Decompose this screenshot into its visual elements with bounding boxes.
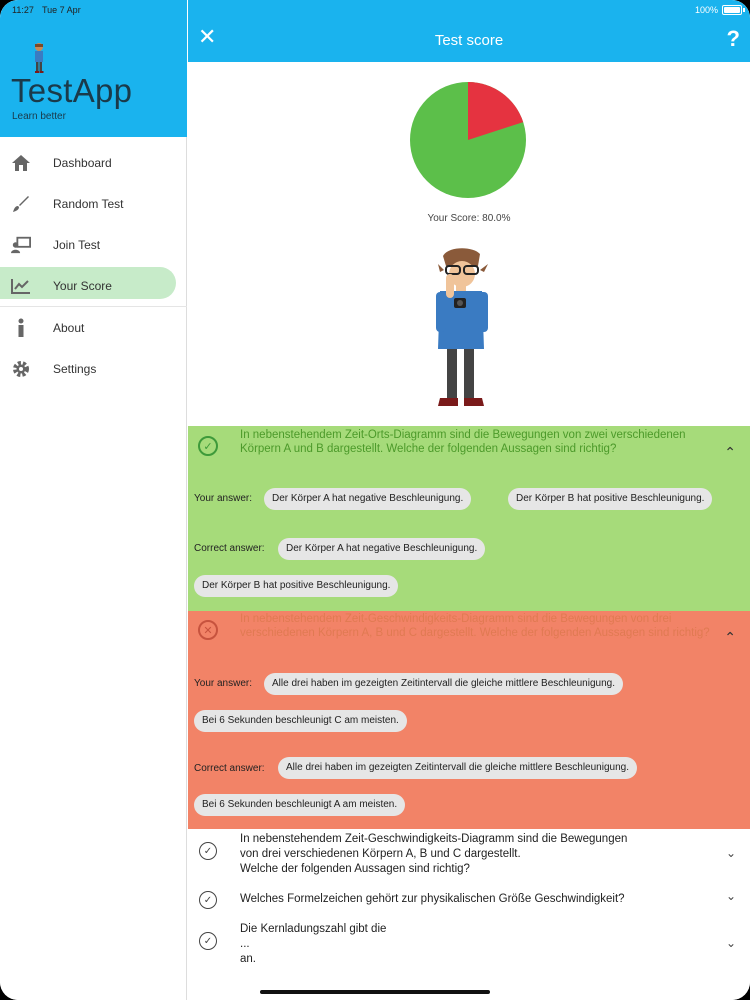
chevron-down-icon[interactable]: ⌄ (725, 846, 736, 860)
chart-trend-icon (11, 276, 31, 296)
close-icon[interactable]: ✕ (198, 24, 217, 49)
sidebar-item-about[interactable] (0, 307, 187, 348)
cancel-circle-icon: ✕ (198, 620, 218, 640)
sidebar-item-label: Settings (53, 362, 97, 376)
list-item[interactable] (188, 830, 750, 885)
check-circle-icon: ✓ (199, 842, 217, 860)
list-item[interactable] (188, 885, 750, 920)
score-pie-chart (408, 80, 528, 200)
chevron-down-icon[interactable]: ⌄ (725, 889, 736, 903)
sidebar-item-settings[interactable] (0, 348, 187, 389)
correct-answer-label: Correct answer: (194, 763, 265, 774)
brush-icon (11, 194, 31, 214)
your-answer-label: Your answer: (194, 678, 252, 689)
question-text: Die Kernladungszahl gibt die ... an. (240, 923, 387, 965)
home-icon (11, 153, 31, 173)
battery-icon (722, 5, 742, 15)
gear-icon (11, 359, 31, 379)
answer-chip: Der Körper A hat negative Beschleunigung. (278, 538, 485, 560)
answer-chip: Der Körper B hat positive Beschleunigung. (508, 488, 712, 510)
score-label: Your Score: 80.0% (427, 213, 511, 224)
page-title: Test score (434, 32, 504, 49)
sidebar-item-your-score[interactable] (0, 265, 187, 306)
sidebar-item-label: Dashboard (53, 156, 112, 170)
answer-chip: Alle drei haben im gezeigten Zeitintervall die gleiche mittlere Beschleunigung. (264, 673, 623, 695)
app-logo-icon (30, 42, 48, 74)
sidebar-item-label: Random Test (53, 197, 124, 211)
result-panel-wrong (188, 611, 750, 829)
check-circle-icon: ✓ (198, 436, 218, 456)
result-panel-correct (188, 426, 750, 611)
check-circle-icon: ✓ (199, 932, 217, 950)
sidebar-item-label: Join Test (53, 238, 101, 252)
presentation-icon (11, 235, 31, 255)
correct-answer-label: Correct answer: (194, 543, 265, 554)
battery-percent: 100% (694, 5, 718, 15)
sidebar-item-label: Your Score (53, 279, 112, 293)
sidebar-nav (0, 142, 187, 389)
answer-chip: Der Körper A hat negative Beschleunigung. (264, 488, 471, 510)
help-icon[interactable]: ? (726, 26, 740, 51)
answer-chip: Der Körper B hat positive Beschleunigung. (194, 575, 398, 597)
sidebar-item-random-test[interactable] (0, 183, 187, 224)
answer-chip: Bei 6 Sekunden beschleunigt C am meisten. (194, 710, 407, 732)
app-subtitle: Learn better (12, 111, 66, 122)
app-title: TestApp (11, 72, 133, 109)
list-item[interactable] (188, 920, 750, 975)
sidebar-item-dashboard[interactable] (0, 142, 187, 183)
chevron-up-icon[interactable]: ⌃ (724, 444, 736, 460)
answer-chip: Alle drei haben im gezeigten Zeitintervall die gleiche mittlere Beschleunigung. (278, 757, 637, 779)
sidebar-item-label: About (53, 321, 85, 335)
home-indicator (260, 990, 490, 994)
status-date: Tue 7 Apr (42, 5, 81, 15)
question-text: Welches Formelzeichen gehört zur physikalischen Größe Geschwindigkeit? (240, 893, 625, 905)
status-bar (0, 0, 750, 20)
answer-chip: Bei 6 Sekunden beschleunigt A am meisten. (194, 794, 405, 816)
chevron-up-icon[interactable]: ⌃ (724, 629, 736, 645)
main-content (188, 0, 750, 1000)
info-icon (11, 318, 31, 338)
status-time: 11:27 (12, 5, 34, 15)
question-text: In nebenstehendem Zeit-Geschwindigkeits-Diagramm sind die Bewegungen von drei verschiedenen Körpern A, B und C dargestellt. Welche der folgenden Aussagen sind richtig? (240, 833, 628, 875)
question-text: In nebenstehendem Zeit-Orts-Diagramm sind die Bewegungen von zwei verschiedenen Körpern A und B dargestellt. Welche der folgenden Aussagen sind richtig? (240, 429, 686, 455)
check-circle-icon: ✓ (199, 891, 217, 909)
sidebar (0, 0, 187, 1000)
mascot-illustration (418, 246, 508, 416)
sidebar-header (0, 0, 187, 137)
chevron-down-icon[interactable]: ⌄ (725, 936, 736, 950)
your-answer-label: Your answer: (194, 493, 252, 504)
sidebar-item-join-test[interactable] (0, 224, 187, 265)
question-text: In nebenstehendem Zeit-Geschwindigkeits-Diagramm sind die Bewegungen von drei verschiedenen Körpern A, B und C dargestellt. Welche der folgenden Aussagen sind richtig? (240, 613, 710, 639)
